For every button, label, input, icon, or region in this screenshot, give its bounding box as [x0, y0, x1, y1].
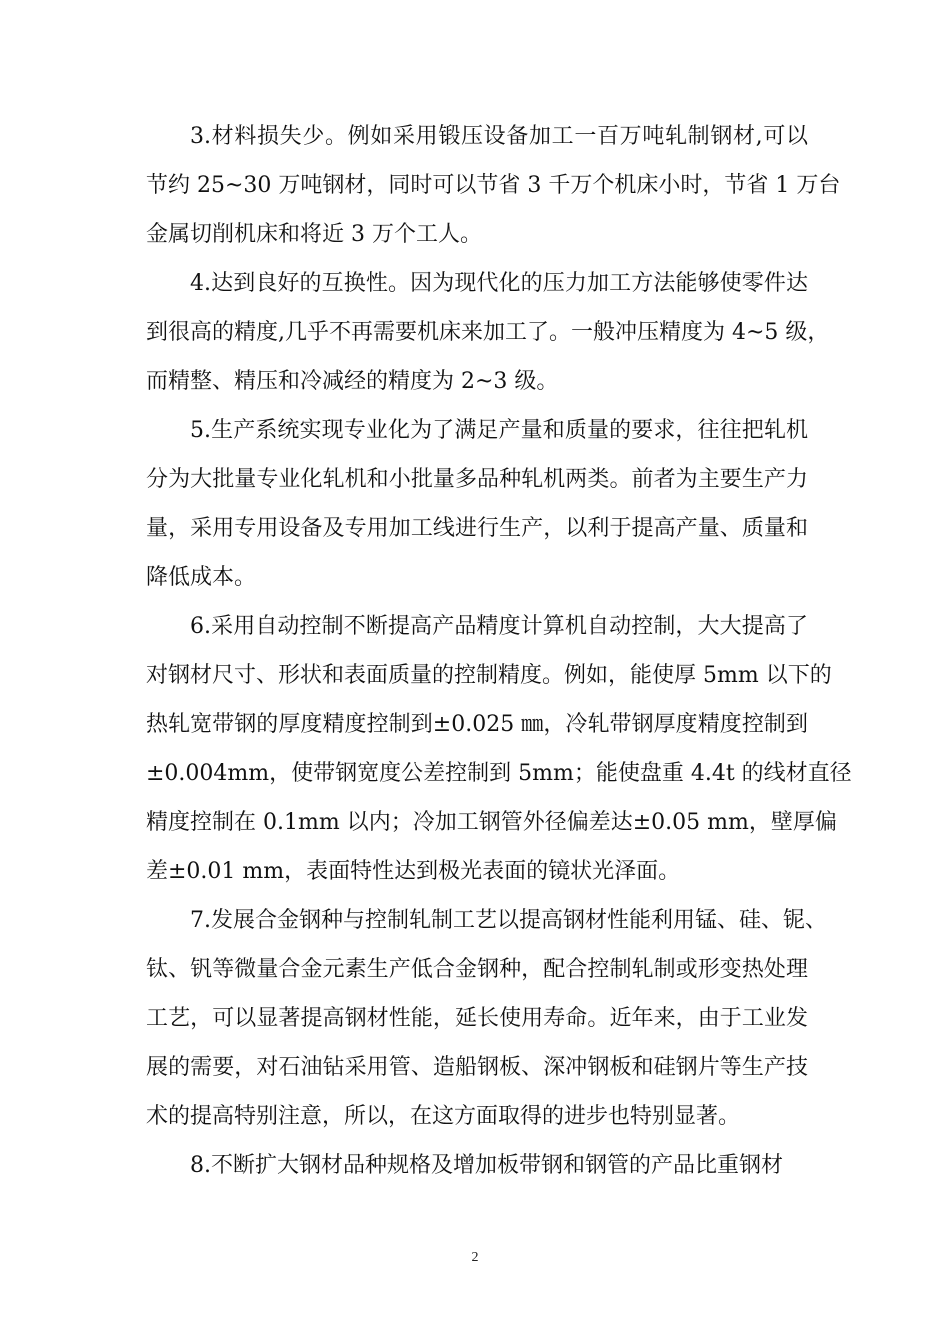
paragraph-item-8 — [146, 1141, 808, 1190]
text-line: 术的提高特别注意，所以，在这方面取得的进步也特别显著。 — [146, 1104, 741, 1129]
text-line: 热轧宽带钢的厚度精度控制到±0.025 ㎜，冷轧带钢厚度精度控制到 — [146, 712, 808, 737]
text-line: 量，采用专用设备及专用加工线进行生产，以利于提高产量、质量和 — [146, 516, 808, 541]
text-line: 精度控制在 0.1mm 以内；冷加工钢管外径偏差达±0.05 mm，壁厚偏 — [146, 810, 837, 835]
text-line: 3.材料损失少。例如采用锻压设备加工一百万吨轧制钢材,可以 — [190, 124, 808, 149]
text-line: 6.采用自动控制不断提高产品精度计算机自动控制，大大提高了 — [190, 614, 808, 639]
text-line: 5.生产系统实现专业化为了满足产量和质量的要求，往往把轧机 — [190, 418, 808, 443]
text-line: 4.达到良好的互换性。因为现代化的压力加工方法能够使零件达 — [190, 271, 808, 296]
text-line: 金属切削机床和将近 3 万个工人。 — [146, 222, 482, 247]
text-line: 差±0.01 mm，表面特性达到极光表面的镜状光泽面。 — [146, 859, 681, 884]
text-line: 分为大批量专业化轧机和小批量多品种轧机两类。前者为主要生产力 — [146, 467, 808, 492]
text-line: 工艺，可以显著提高钢材性能，延长使用寿命。近年来，由于工业发 — [146, 1006, 808, 1031]
text-line: 8.不断扩大钢材品种规格及增加板带钢和钢管的产品比重钢材 — [190, 1153, 783, 1178]
text-line: ±0.004mm，使带钢宽度公差控制到 5mm；能使盘重 4.4t 的线材直径 — [146, 761, 852, 786]
paragraph-item-4 — [146, 259, 830, 406]
paragraph-item-3 — [146, 112, 841, 259]
paragraph-item-7 — [146, 896, 827, 1141]
paragraph-item-6 — [146, 602, 852, 896]
text-line: 钛、钒等微量合金元素生产低合金钢种，配合控制轧制或形变热处理 — [146, 957, 808, 982]
body-text — [146, 112, 852, 1190]
text-line: 对钢材尺寸、形状和表面质量的控制精度。例如，能使厚 5mm 以下的 — [146, 663, 832, 688]
paragraph-item-5 — [146, 406, 808, 602]
text-line: 节约 25~30 万吨钢材，同时可以节省 3 千万个机床小时，节省 1 万台 — [146, 173, 841, 198]
text-line: 而精整、精压和冷减经的精度为 2~3 级。 — [146, 369, 559, 394]
text-line: 展的需要，对石油钻采用管、造船钢板、深冲钢板和硅钢片等生产技 — [146, 1055, 808, 1080]
text-line: 到很高的精度,几乎不再需要机床来加工了。一般冲压精度为 4~5 级， — [146, 320, 830, 345]
text-line: 7.发展合金钢种与控制轧制工艺以提高钢材性能利用锰、硅、铌、 — [190, 908, 827, 933]
text-line: 降低成本。 — [146, 565, 257, 590]
page-number: 2 — [471, 1250, 479, 1265]
